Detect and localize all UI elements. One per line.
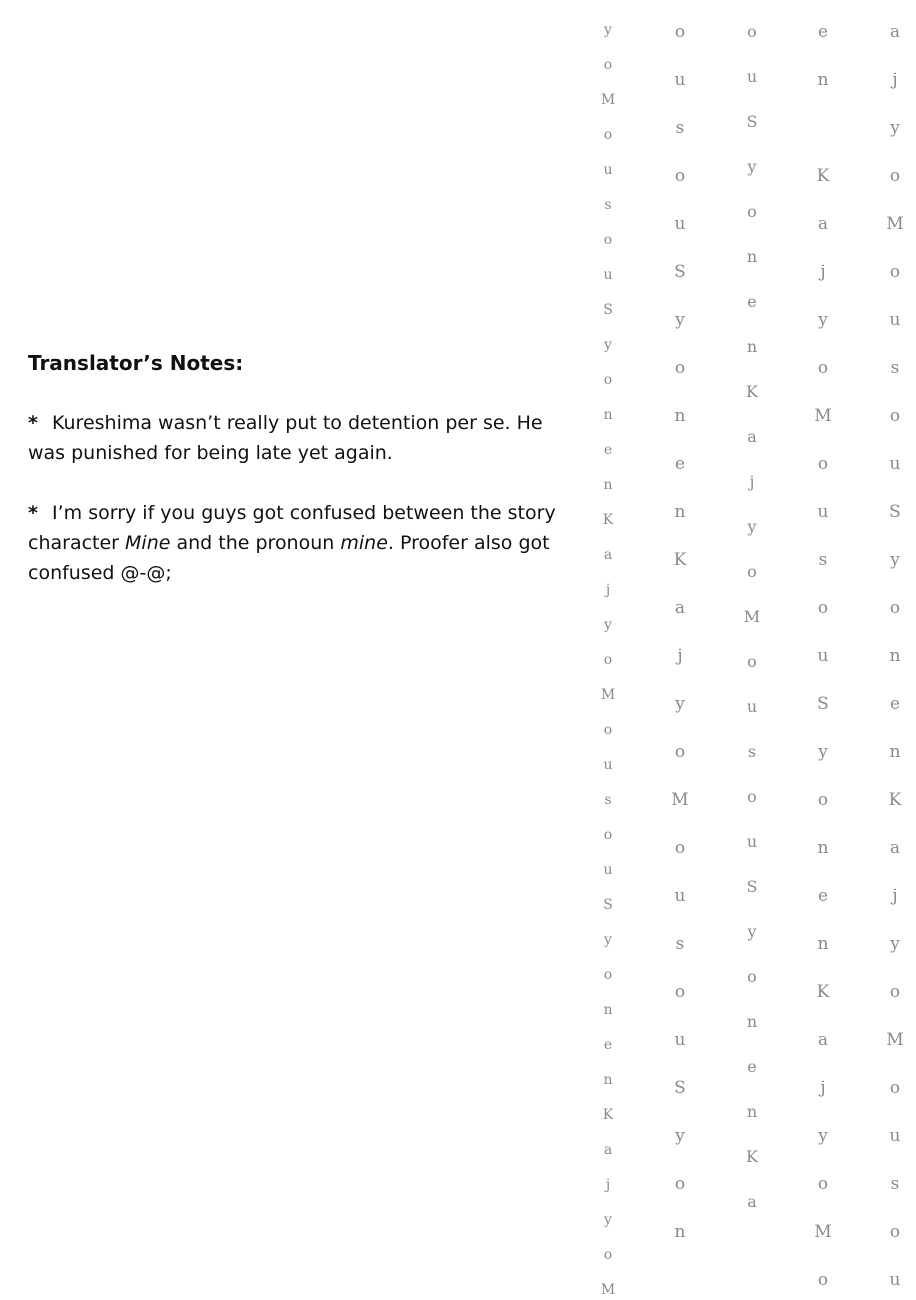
watermark-char: y [604, 337, 612, 353]
watermark-char: o [674, 358, 686, 378]
watermark-char: M [814, 406, 832, 426]
watermark-char: a [747, 427, 757, 446]
watermark-char: M [886, 214, 904, 234]
watermark-char: o [817, 598, 829, 618]
watermark-char: y [675, 1126, 685, 1146]
watermark-char: u [889, 454, 901, 474]
watermark-char: M [600, 687, 616, 703]
watermark-char: S [603, 302, 613, 318]
watermark-char: u [746, 697, 758, 716]
watermark-char: u [603, 162, 613, 178]
watermark-char: u [746, 832, 758, 851]
note-italic-mine-character: Mine [125, 532, 171, 554]
watermark-char: o [747, 22, 757, 41]
watermark-char: e [747, 292, 757, 311]
watermark-char: n [817, 70, 829, 90]
watermark-char: u [603, 757, 613, 773]
watermark-char: e [747, 1057, 757, 1076]
watermark-char: o [817, 1174, 829, 1194]
watermark-char: y [675, 694, 685, 714]
watermark-char: u [674, 214, 686, 234]
watermark-char: o [747, 202, 757, 221]
watermark-char: n [746, 337, 758, 356]
watermark-char: o [889, 262, 901, 282]
watermark-char: j [749, 472, 755, 491]
watermark-char: n [889, 646, 901, 666]
watermark-char: S [817, 694, 829, 714]
watermark-char: n [889, 742, 901, 762]
watermark-char: o [603, 722, 613, 738]
watermark-char: y [818, 310, 828, 330]
watermark-char: s [890, 1174, 900, 1194]
watermark-char: o [889, 406, 901, 426]
watermark-char: a [603, 1142, 613, 1158]
note-italic-mine-pronoun: mine [340, 532, 388, 554]
watermark-char: K [602, 1107, 614, 1123]
watermark-char: u [746, 67, 758, 86]
watermark-char: y [604, 22, 612, 38]
watermark-char: y [890, 550, 900, 570]
watermark-char: y [747, 157, 757, 176]
watermark-char: j [892, 70, 898, 90]
note-item-1 [28, 408, 568, 468]
watermark-char: j [605, 1177, 611, 1193]
watermark-char: o [817, 358, 829, 378]
watermark-char: e [603, 1037, 613, 1053]
watermark-char: o [889, 166, 901, 186]
watermark-char: a [747, 1192, 757, 1211]
watermark-char: o [889, 1078, 901, 1098]
watermark-char: o [889, 598, 901, 618]
watermark-char: S [674, 1078, 686, 1098]
note-bullet: * [28, 412, 38, 434]
watermark-char: o [674, 982, 686, 1002]
watermark-char: S [674, 262, 686, 282]
watermark-char: o [603, 127, 613, 143]
notes-title: Translator’s Notes: [28, 351, 244, 375]
watermark-char: j [677, 646, 683, 666]
watermark-char: o [889, 1222, 901, 1242]
watermark-char: u [603, 862, 613, 878]
watermark-char: e [817, 886, 829, 906]
watermark-char: u [603, 267, 613, 283]
watermark-char: y [675, 310, 685, 330]
translator-notes [28, 348, 568, 618]
watermark-char: o [603, 652, 613, 668]
watermark-char: y [818, 742, 828, 762]
watermark-char: K [673, 550, 687, 570]
watermark-char: o [674, 742, 686, 762]
watermark-char: u [889, 1270, 901, 1290]
watermark-char: j [892, 886, 898, 906]
watermark-char: y [604, 617, 612, 633]
watermark-char: a [674, 598, 686, 618]
watermark-char: o [603, 232, 613, 248]
watermark-char: a [889, 22, 901, 42]
watermark-char: o [603, 1247, 613, 1263]
watermark-char: M [814, 1222, 832, 1242]
watermark-char: o [603, 827, 613, 843]
watermark-char: n [746, 247, 758, 266]
watermark-char: u [817, 502, 829, 522]
watermark-char: n [603, 477, 613, 493]
watermark-char: n [603, 1002, 613, 1018]
watermark-char: n [674, 502, 686, 522]
watermark-char: u [817, 646, 829, 666]
watermark-char: o [747, 967, 757, 986]
watermark-char: o [747, 652, 757, 671]
watermark-char: a [817, 214, 829, 234]
watermark-char: s [890, 358, 900, 378]
watermark-char: s [747, 742, 757, 761]
watermark-char: u [889, 1126, 901, 1146]
watermark-char: o [674, 166, 686, 186]
note-text-part: I’m sorry if you guys got confused between the story character [28, 502, 556, 554]
watermark-column-text [572, 0, 916, 1300]
watermark-char: a [817, 1030, 829, 1050]
watermark-char: s [604, 197, 612, 213]
watermark-char: n [674, 1222, 686, 1242]
watermark-char: j [820, 1078, 826, 1098]
watermark-char: a [603, 547, 613, 563]
watermark-char: n [817, 838, 829, 858]
watermark-char: j [605, 582, 611, 598]
watermark-char: S [746, 112, 758, 131]
watermark-char: o [817, 1270, 829, 1290]
watermark-char: s [604, 792, 612, 808]
watermark-char: K [602, 512, 614, 528]
watermark-char: n [746, 1012, 758, 1031]
watermark-char: M [600, 92, 616, 108]
watermark-char: o [674, 1174, 686, 1194]
watermark-char: o [603, 372, 613, 388]
watermark-char: M [671, 790, 689, 810]
note-text-part: . Proofer also got confused @-@; [28, 532, 550, 584]
watermark-char: K [746, 1147, 758, 1166]
watermark-char: o [603, 57, 613, 73]
watermark-char: e [817, 22, 829, 42]
watermark-char: S [603, 897, 613, 913]
watermark-char: o [747, 787, 757, 806]
watermark-char: e [889, 694, 901, 714]
watermark-char: u [674, 70, 686, 90]
watermark-char: o [674, 22, 686, 42]
note-item-2 [28, 498, 568, 588]
watermark-char: y [818, 1126, 828, 1146]
watermark-char: e [674, 454, 686, 474]
watermark-char: y [890, 118, 900, 138]
watermark-char: S [746, 877, 758, 896]
note-text: Kureshima wasn’t really put to detention per se. He was punished for being late yet again. [28, 412, 543, 464]
watermark-char: y [747, 517, 757, 536]
watermark-char: y [604, 932, 612, 948]
watermark-char: n [674, 406, 686, 426]
watermark-char: u [674, 886, 686, 906]
watermark-char: u [674, 1030, 686, 1050]
watermark-char: o [889, 982, 901, 1002]
watermark-char: s [675, 118, 685, 138]
watermark-char: K [816, 166, 830, 186]
watermark-char: j [820, 262, 826, 282]
watermark-char: M [886, 1030, 904, 1050]
watermark-char: o [603, 967, 613, 983]
watermark-char: a [889, 838, 901, 858]
watermark-char: n [746, 1102, 758, 1121]
watermark-char: u [889, 310, 901, 330]
watermark-char: M [743, 607, 761, 626]
watermark-char: S [889, 502, 901, 522]
watermark-char: n [603, 1072, 613, 1088]
watermark-char: o [747, 562, 757, 581]
watermark-char: o [817, 454, 829, 474]
watermark-char: n [603, 407, 613, 423]
watermark-char: K [746, 382, 758, 401]
watermark-char: y [890, 934, 900, 954]
note-text-part: and the pronoun [170, 532, 341, 554]
watermark-char: o [817, 790, 829, 810]
watermark-char: o [674, 838, 686, 858]
note-bullet: * [28, 502, 38, 524]
watermark-char: n [817, 934, 829, 954]
watermark-char: M [600, 1282, 616, 1298]
watermark-char: K [816, 982, 830, 1002]
watermark-char: s [818, 550, 828, 570]
watermark-char: e [603, 442, 613, 458]
watermark-char: y [747, 922, 757, 941]
watermark-char: s [675, 934, 685, 954]
watermark-char: y [604, 1212, 612, 1228]
watermark-char: K [888, 790, 902, 810]
